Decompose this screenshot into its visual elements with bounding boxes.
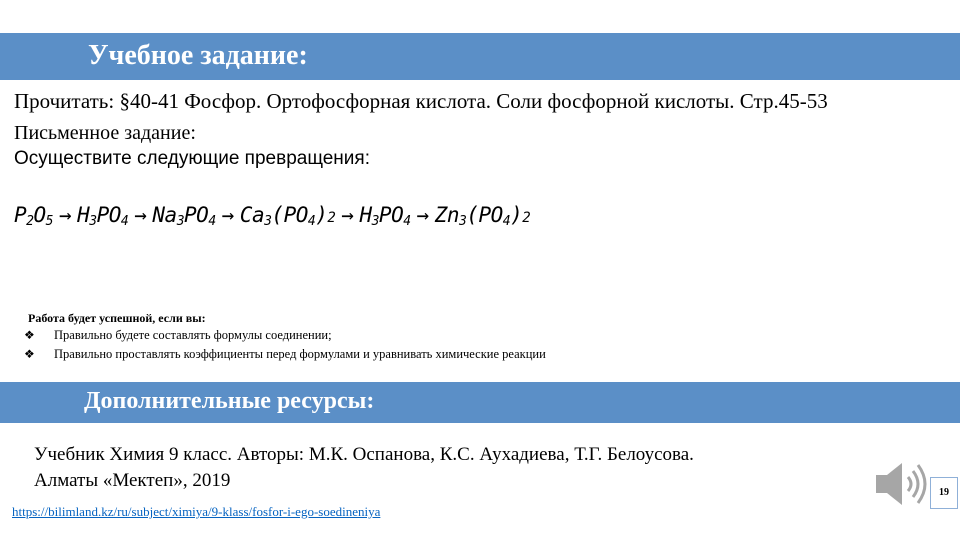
reaction-arrow: →	[341, 203, 354, 227]
reading-assignment: Прочитать: §40-41 Фосфор. Ортофосфорная кислота. Соли фосфорной кислоты. Стр.45-53	[14, 89, 828, 113]
textbook-line: Учебник Химия 9 класс. Авторы: М.К. Оспанова, К.С. Аухадиева, Т.Г. Белоусова.	[34, 444, 694, 465]
transformation-chain	[14, 203, 530, 229]
diamond-bullet-icon: ❖	[24, 328, 35, 342]
compound-ca3po42: $Ca_3(PO_4)2$	[239, 203, 336, 229]
reaction-arrow: →	[134, 203, 147, 227]
reaction-arrow: →	[416, 203, 429, 227]
resources-title: Дополнительные ресурсы:	[84, 388, 375, 414]
compound-na3po4: $Na_3PO_4$	[152, 203, 216, 229]
resource-link[interactable]: https://bilimland.kz/ru/subject/ximiya/9-klass/fosfor-i-ego-soedineniya	[12, 504, 381, 519]
success-criteria-title: Работа будет успешной, если вы:	[28, 311, 206, 325]
diamond-bullet-icon: ❖	[24, 347, 35, 361]
compound-p2o5: $P_2O_5$	[14, 203, 53, 229]
instruction-text: Осуществите следующие превращения:	[14, 148, 370, 169]
assignment-header	[0, 33, 960, 80]
resources-header	[0, 382, 960, 423]
reaction-arrow: →	[58, 203, 72, 227]
reaction-arrow: →	[221, 203, 234, 227]
written-assignment-label: Письменное задание:	[14, 122, 196, 144]
compound-h3po4-second: $H_3PO_4$	[359, 203, 411, 229]
textbook-reference	[34, 442, 694, 494]
compound-h3po4: $H_3PO_4$	[77, 203, 129, 229]
criteria-text: Правильно будете составлять формулы соединении;	[54, 328, 332, 342]
speaker-icon[interactable]	[870, 455, 928, 520]
assignment-title: Учебное задание:	[88, 40, 308, 71]
textbook-line: Алматы «Мектеп», 2019	[34, 470, 231, 491]
criteria-item	[24, 347, 546, 362]
criteria-item	[24, 328, 332, 343]
criteria-text: Правильно проставлять коэффициенты перед формулами и уравнивать химические реакции	[54, 347, 546, 361]
compound-zn3po42: $Zn_3(PO_4)2$	[434, 203, 531, 229]
slide-number: 19	[930, 477, 958, 509]
